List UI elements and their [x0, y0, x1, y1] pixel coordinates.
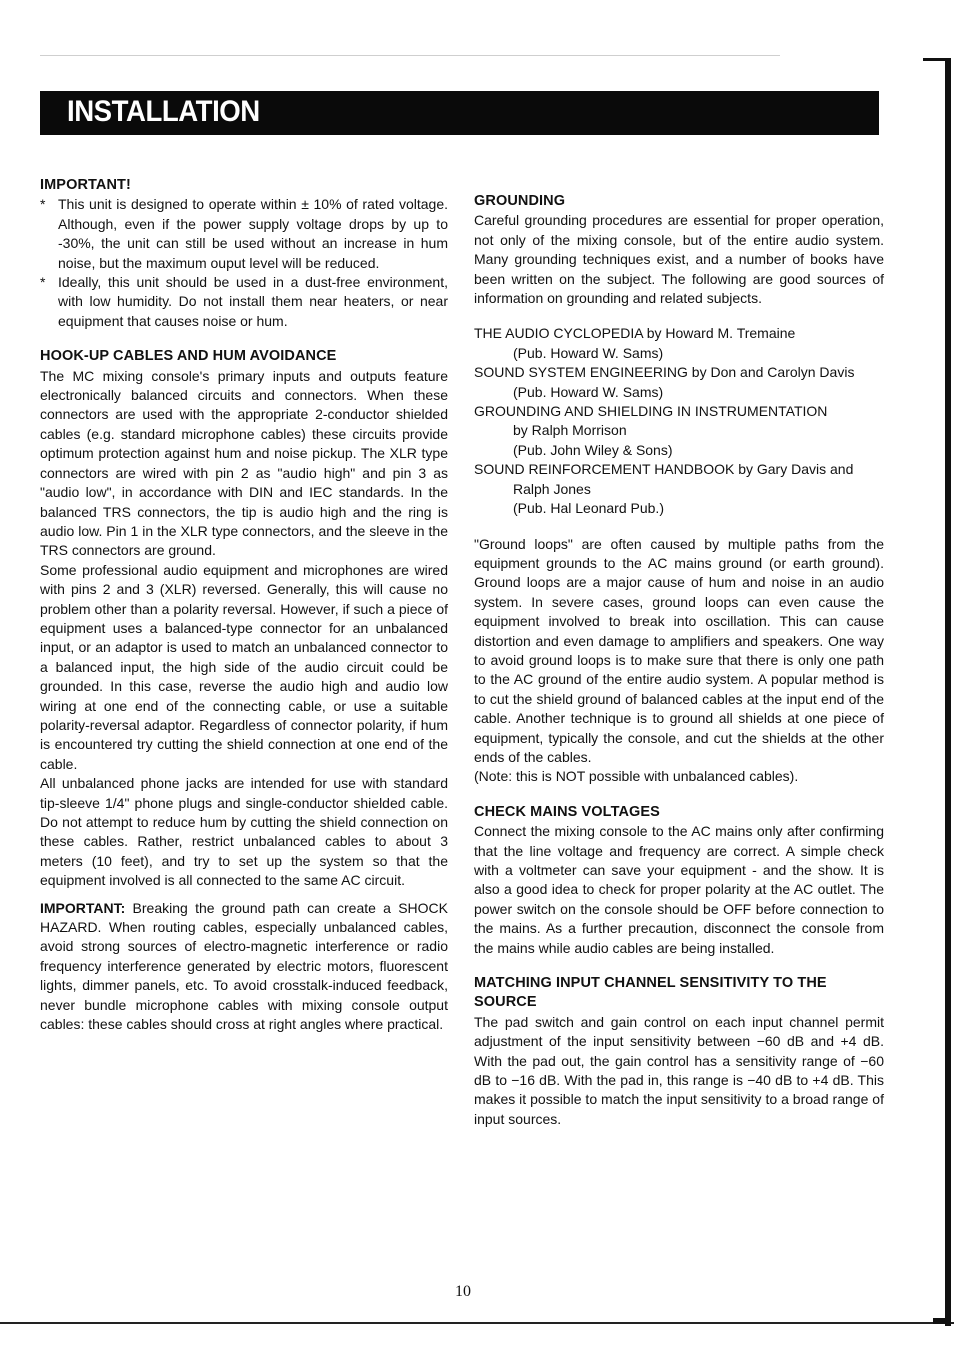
book-reference [474, 402, 884, 460]
book-publisher: (Pub. John Wiley & Sons) [513, 441, 673, 458]
hookup-paragraph: The MC mixing console's primary inputs and outputs feature electronically balanced circuits and connectors. When these connectors are used with the appropriate 2-conductor shielded cables (e.g. standard microphone cables) these circuits provide optimum protection against hum and noise pickup. The XLR type connectors are wired with pin 2 as "audio high" and pin 3 as "audio low", in accordance with DIN and IEC standards. In the balanced TRS connectors, the tip is audio high and the ring is audio low. Pin 1 in the XLR type connectors, and the sleeve in the TRS connectors are ground. [40, 367, 448, 559]
book-publisher: (Pub. Hal Leonard Pub.) [513, 500, 664, 517]
hookup-paragraph: All unbalanced phone jacks are intended for use with standard tip-sleeve 1/4" phone plugs and single-conductor shielded cable. Do not attempt to reduce hum by cutting the shield connection on these cables. Rather, restrict unbalanced cables to about 3 meters (10 feet), and try to set up the system so that the equipment involved is all connected to the same AC circuit. [40, 775, 448, 889]
page-title: INSTALLATION [67, 95, 260, 128]
bullet-item [40, 195, 448, 273]
important-label: IMPORTANT: [40, 899, 126, 916]
book-reference [474, 324, 884, 363]
hookup-heading: HOOK-UP CABLES AND HUM AVOIDANCE [40, 348, 337, 365]
left-column [40, 176, 448, 1034]
right-column [474, 192, 884, 1129]
bottom-rule [0, 1322, 954, 1324]
bullet-text: This unit is designed to operate within ± 10% of rated voltage. Although, even if the power supply voltage drops by up to -30%, the unit can still be used without an increase in hum noise, but the maximum ouput level will be reduced. [58, 196, 448, 271]
important-warning [40, 899, 448, 1035]
book-publisher: (Pub. Howard W. Sams) [513, 383, 664, 400]
book-title: SOUND REINFORCEMENT HANDBOOK by Gary Davis and [474, 461, 854, 478]
book-title: THE AUDIO CYCLOPEDIA by Howard M. Tremaine [474, 325, 796, 342]
page-number: 10 [455, 1283, 471, 1300]
section-banner [40, 91, 879, 135]
book-author: Ralph Jones [513, 480, 591, 497]
mains-heading: CHECK MAINS VOLTAGES [474, 803, 660, 820]
book-reference [474, 363, 884, 402]
book-title: SOUND SYSTEM ENGINEERING by Don and Carolyn Davis [474, 364, 855, 381]
hookup-paragraph: Some professional audio equipment and microphones are wired with pins 2 and 3 (XLR) reversed. Generally, this will cause no problem other than a polarity reversal. However, if such a piece of equipment uses a balanced-type connector for an unbalanced input, or an adaptor is used to match an unbalanced connector to a balanced input, the high side of the audio circuit could be grounded. In this case, reverse the audio high and audio low wiring at one end of the connecting cable, or use a suitable polarity-reversal adaptor. Regardless of connector polarity, if hum is encountered try cutting the shield connection at one end of the cable. [40, 561, 448, 772]
asterisk-bullet: * [40, 196, 46, 213]
mains-paragraph: Connect the mixing console to the AC mains only after confirming that the line voltage and frequency are correct. A simple check with a voltmeter can save your equipment - and the show. It is also a good idea to check for proper polarity at the AC outlet. The power switch on the console should be OFF before connection to the mains. As a further precaution, disconnect the console from the mains while audio cables are being installed. [474, 823, 884, 956]
grounding-note: (Note: this is NOT possible with unbalanced cables). [474, 768, 799, 785]
asterisk-bullet: * [40, 274, 46, 291]
important-text: Breaking the ground path can create a SHOCK HAZARD. When routing cables, especially unbalanced cables, avoid strong sources of electro-magnetic interference or radio frequency interference generated by electric motors, fluorescent lights, dimmer panels, etc. To avoid crosstalk-induced feedback, never bundle microphone cables with mixing console output cables: these cables should cross at right angles where practical. [40, 899, 448, 1033]
bullet-item [40, 273, 448, 331]
book-reference [474, 460, 884, 518]
important-heading: IMPORTANT! [40, 177, 131, 193]
binding-edge [945, 58, 951, 1326]
book-title: GROUNDING AND SHIELDING IN INSTRUMENTATION [474, 403, 828, 420]
matching-heading: MATCHING INPUT CHANNEL SENSITIVITY TO THE SOURCE [474, 975, 827, 1011]
bullet-text: Ideally, this unit should be used in a dust-free environment, with low humidity. Do not install them near heaters, or near equipment that causes noise or hum. [58, 274, 448, 329]
ground-loops-paragraph: "Ground loops" are often caused by multiple paths from the equipment grounds to the AC mains ground (or earth ground). Ground loops are a major cause of hum and noise in an audio system. In severe cases, ground loops can even cause the equipment involved to break into oscillation. This can cause distortion and even damage to amplifiers and speakers. One way to avoid ground loops is to make sure that there is only one path to the AC ground of the entire audio system. A popular method is to cut the shield ground of balanced cables at the input end of the cable. Another technique is to ground all shields at one piece of equipment, typically the console, and cut the shields at the other ends of the cables. [474, 535, 884, 765]
grounding-paragraph: Careful grounding procedures are essential for proper operation, not only of the mixing console, but of the entire audio system. Many grounding techniques exist, and a number of books have been written on the subject. The following are good sources of information on grounding and related subjects. [474, 212, 884, 307]
binding-edge-bottom [933, 1318, 951, 1324]
top-rule [40, 55, 780, 56]
matching-paragraph: The pad switch and gain control on each input channel permit adjustment of the input sensitivity between −60 dB and +4 dB. With the pad out, the gain control has a sensitivity range of −60 dB to −16 dB. With the pad in, this range is −40 dB to +4 dB. This makes it possible to match the input sensitivity to a broad range of input sources. [474, 1013, 884, 1127]
book-publisher: (Pub. Howard W. Sams) [513, 344, 664, 361]
book-author: by Ralph Morrison [513, 422, 627, 439]
grounding-heading: GROUNDING [474, 193, 566, 209]
